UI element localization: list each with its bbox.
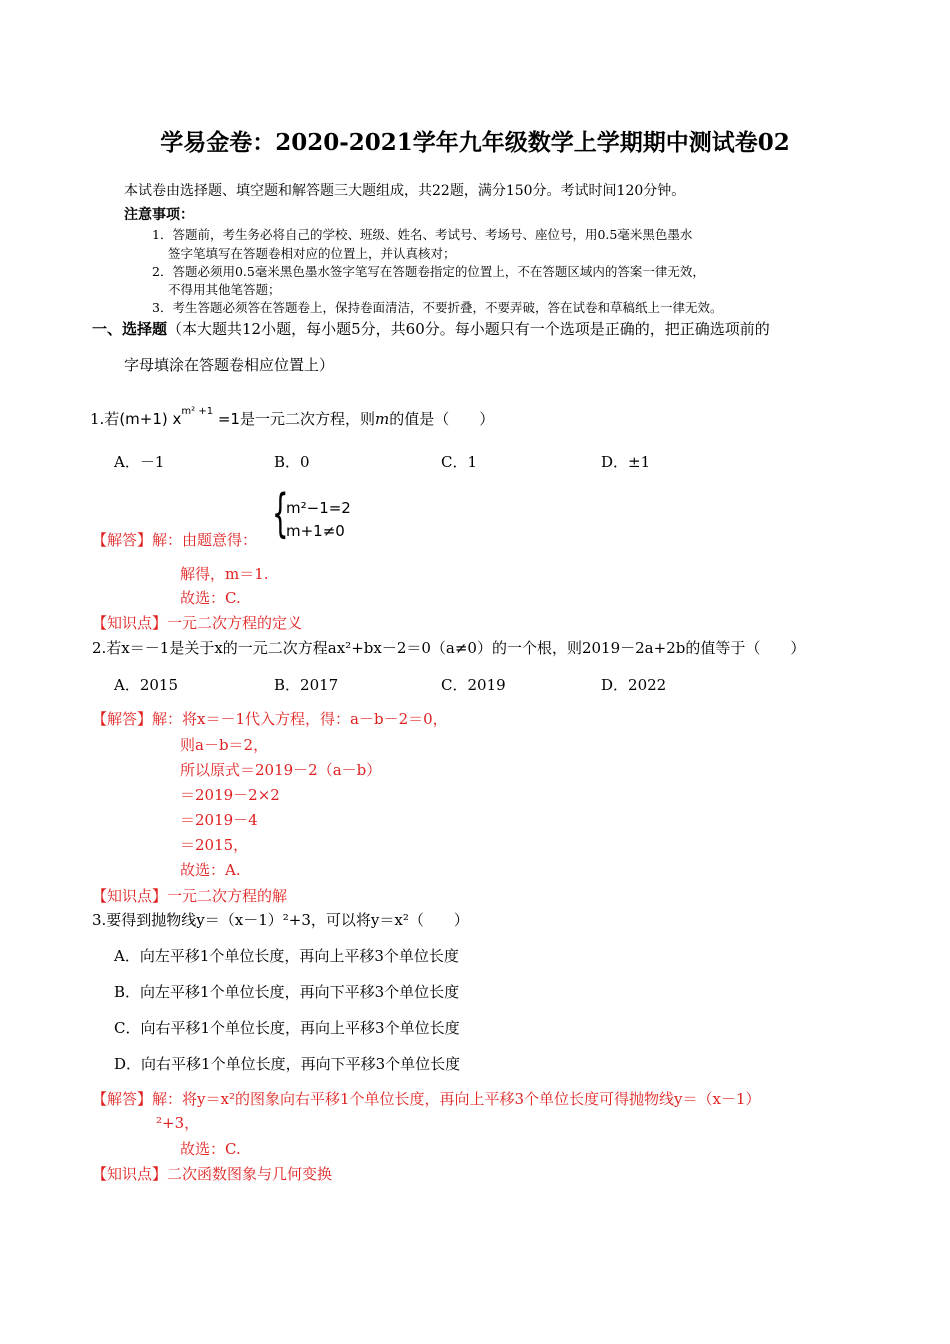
q1-formula xyxy=(119,406,240,428)
q3-option-a[interactable]: A．向左平移1个单位长度，再向上平移3个单位长度 xyxy=(114,947,459,965)
section-label: 一、选择题 xyxy=(92,320,168,338)
q3-knowledge-text: 二次函数图象与几何变换 xyxy=(167,1165,333,1183)
knowledge-label: 【知识点】 xyxy=(92,1165,168,1183)
q1-formula-exp: m² +1 xyxy=(181,406,214,417)
q1-solution-line: 解得，m＝1. xyxy=(180,565,269,583)
notice-item: 不得用其他笔答题； xyxy=(168,282,281,297)
q1-solution-line: 故选：C. xyxy=(180,589,241,607)
section-desc: （本大题共12小题，每小题5分，共60分。每小题只有一个选项是正确的，把正确选项前的 xyxy=(167,320,770,338)
q3-option-c[interactable]: C．向右平移1个单位长度，再向上平移3个单位长度 xyxy=(114,1019,460,1037)
page-title: 学易金卷：2020-2021学年九年级数学上学期期中测试卷02 xyxy=(160,129,790,156)
question-3: 3.要得到抛物线y＝（x－1）²+3，可以将y＝x²（ ） xyxy=(92,911,469,929)
notice-item: 签字笔填写在答题卷相对应的位置上，并认真核对； xyxy=(168,246,456,261)
q1-formula-base: (m+1) x xyxy=(119,410,182,428)
left-brace-icon: { xyxy=(272,484,289,544)
q2-option-d[interactable]: D．2022 xyxy=(601,676,667,694)
q2-option-c[interactable]: C．2019 xyxy=(441,676,506,694)
q2-knowledge-text: 一元二次方程的解 xyxy=(167,887,288,905)
knowledge-label: 【知识点】 xyxy=(92,887,168,905)
notice-item: 2．答题必须用0.5毫米黑色墨水签字笔写在答题卷指定的位置上，不在答题区域内的答案一律无效， xyxy=(152,264,705,279)
q2-solution-line: 故选：A. xyxy=(180,861,241,879)
q1-text: 是一元二次方程，则 xyxy=(239,410,375,428)
q1-prefix: 1.若 xyxy=(90,410,120,428)
q1-formula-rhs: =1 xyxy=(213,410,240,428)
q2-option-a[interactable]: A．2015 xyxy=(114,676,179,694)
q1-knowledge xyxy=(92,612,302,633)
q3-solution-intro xyxy=(92,1088,761,1109)
q2-solution-line: ＝2015， xyxy=(180,836,249,854)
question-2: 2.若x＝－1是关于x的一元二次方程ax²+bx－2＝0（a≠0）的一个根，则2019－2a+2b的值等于（ ） xyxy=(92,639,806,657)
q1-option-c[interactable]: C．1 xyxy=(441,453,478,471)
q1-option-a[interactable]: A．－1 xyxy=(114,453,165,471)
q2-knowledge xyxy=(92,885,287,906)
q2-solution-line: 所以原式＝2019－2（a－b） xyxy=(180,761,382,779)
q1-var: m xyxy=(374,410,390,428)
q2-solution-line: ＝2019－4 xyxy=(180,811,258,829)
answer-label: 【解答】 xyxy=(92,710,153,728)
q1-option-d[interactable]: D．±1 xyxy=(601,453,651,471)
section-heading xyxy=(92,318,770,339)
q3-solution-line: ²+3， xyxy=(156,1114,200,1132)
q1-equation-system xyxy=(272,484,362,550)
intro-text: 本试卷由选择题、填空题和解答题三大题组成，共22题，满分150分。考试时间120分钟。 xyxy=(124,183,686,199)
q3-option-b[interactable]: B．向左平移1个单位长度，再向下平移3个单位长度 xyxy=(114,983,460,1001)
question-1 xyxy=(90,408,494,429)
q2-sol-text: 解：将x＝－1代入方程，得：a－b－2＝0， xyxy=(152,710,448,728)
q1-solution-intro xyxy=(92,529,257,550)
answer-label: 【解答】 xyxy=(92,1090,153,1108)
q2-solution-intro xyxy=(92,708,448,729)
q1-system-eq-2: m+1≠0 xyxy=(286,522,345,540)
answer-label: 【解答】 xyxy=(92,531,153,549)
q2-solution-line: ＝2019－2×2 xyxy=(180,786,280,804)
q1-sol-text: 解：由题意得： xyxy=(152,531,258,549)
knowledge-label: 【知识点】 xyxy=(92,614,168,632)
q3-solution-line: 故选：C. xyxy=(180,1140,241,1158)
q1-option-b[interactable]: B．0 xyxy=(274,453,310,471)
q2-option-b[interactable]: B．2017 xyxy=(274,676,339,694)
q3-sol-text: 解：将y＝x²的图象向右平移1个单位长度，再向上平移3个单位长度可得抛物线y＝（x－1） xyxy=(152,1090,761,1108)
q1-knowledge-text: 一元二次方程的定义 xyxy=(167,614,303,632)
q1-system-eq-1: m²−1=2 xyxy=(286,499,351,517)
notice-item: 1．答题前，考生务必将自己的学校、班级、姓名、考试号、考场号、座位号，用0.5毫米黑色墨水 xyxy=(152,227,693,242)
q2-solution-line: 则a－b＝2， xyxy=(180,736,269,754)
q1-text-end: 的值是（ ） xyxy=(389,410,495,428)
notice-heading: 注意事项： xyxy=(124,207,194,223)
q3-knowledge xyxy=(92,1163,332,1184)
notice-item: 3．考生答题必须答在答题卷上，保持卷面清洁，不要折叠，不要弄破，答在试卷和草稿纸上一律无效。 xyxy=(152,300,723,315)
section-desc-cont: 字母填涂在答题卷相应位置上） xyxy=(124,356,335,374)
q3-option-d[interactable]: D．向右平移1个单位长度，再向下平移3个单位长度 xyxy=(114,1055,461,1073)
